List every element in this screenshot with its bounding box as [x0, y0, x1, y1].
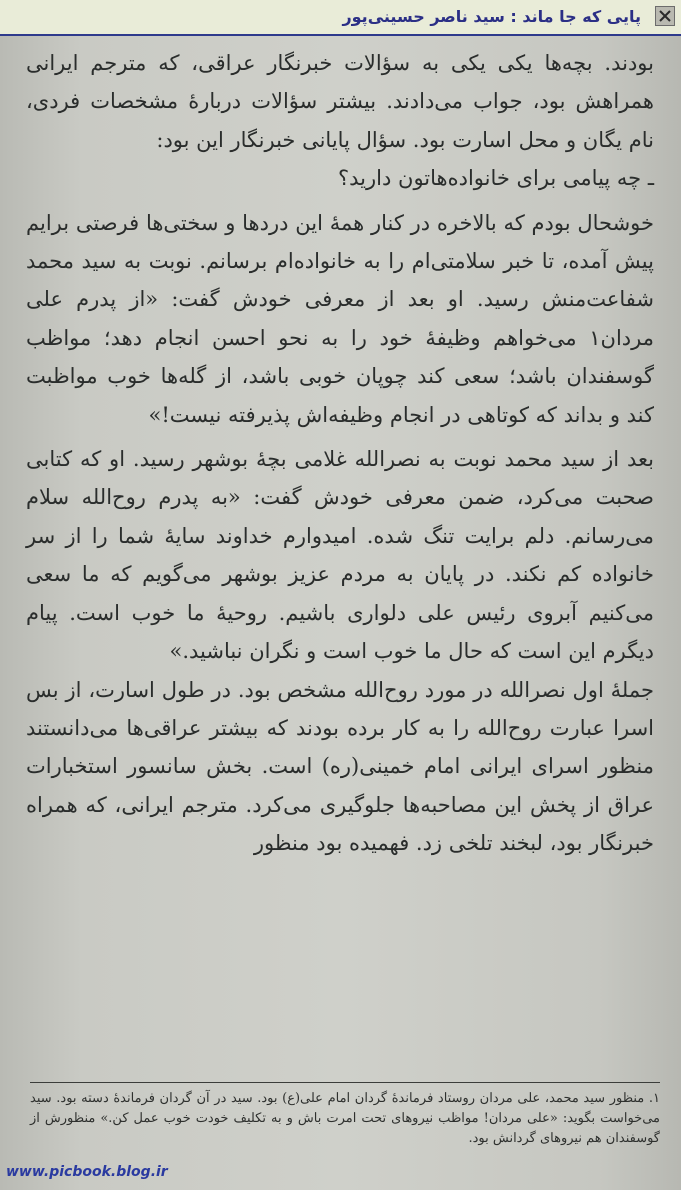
paragraph-3: خوشحال بودم که بالاخره در کنار همهٔ این دردها و سختی‌ها فرصتی برایم پیش آمده، تا خبر سلامتی‌ام را به خانواده‌ام برسانم. نوبت به سید محمد شفاعت‌منش رسید. او بعد از معرفی خودش گفت: «از پدرم علی مردان۱ می‌خواهم وظیفهٔ خود را به نحو احسن انجام دهد؛ مواظب گوسفندان باشد؛ سعی کند چوپان خوبی باشد، از گله‌ها خوب مواظبت کند و بداند که کوتاهی در انجام وظیفه‌اش پذیرفته نیست!»	[26, 210, 654, 427]
title-bar	[0, 0, 681, 36]
paragraph-4: بعد از سید محمد نوبت به نصرالله غلامی بچهٔ بوشهر رسید. او که کتابی صحبت می‌کرد، ضمن معرفی خودش گفت: «به پدرم روح‌الله سلام می‌رسانم. دلم برایت تنگ شده. امیدوارم خداوند سایهٔ شما را از سر خانواده کم نکند. در پایان به مردم عزیز بوشهر می‌گویم که ما سعی می‌کنیم آبروی رئیس علی دلواری باشیم. روحیهٔ ما خوب است. پیام دیگرم این است که حال ما خوب است و نگران نباشید.»	[26, 447, 654, 664]
page-title: پایی که جا ماند : سید ناصر حسینی‌پور	[342, 7, 641, 26]
footnote-divider	[30, 1082, 660, 1083]
paragraph-2-question: ـ چه پیامی برای خانواده‌هاتون دارید؟	[338, 166, 654, 191]
close-icon[interactable]	[655, 6, 675, 26]
paragraph-5: جملهٔ اول نصرالله در مورد روح‌الله مشخص بود. در طول اسارت، از بس اسرا عبارت روح‌الله را به کار برده بودند که بیشتر عراقی‌ها می‌دانستند منظور اسرای ایرانی امام خمینی(ره) است. بخش سانسور استخبارات عراق از پخش این مصاحبه‌ها جلوگیری می‌کرد. مترجم ایرانی، که همراه خبرنگار بود، لبخند تلخی زد. فهمیده بود منظور	[26, 677, 654, 856]
footnote	[30, 1089, 660, 1149]
body-text	[26, 44, 654, 863]
paragraph-1: بودند. بچه‌ها یکی یکی به سؤالات خبرنگار عراقی، که مترجم ایرانی همراهش بود، جواب می‌دادند. بیشتر سؤالات دربارهٔ مشخصات فردی، نام یگان و محل اسارت بود. سؤال پایانی خبرنگار این بود:	[26, 51, 654, 152]
watermark-url: www.picbook.blog.ir	[6, 1164, 168, 1180]
footnote-text: ۱. منظور سید محمد، علی مردان روستاد فرماندهٔ گردان امام علی(ع) بود. سید در آن گردان فرماندهٔ دسته بود. سید می‌خواست بگوید: «علی مردان! مواظب نیروهای تحت امرت باش و به تکلیف خودت خوب عمل کن.» منظورش از گوسفندان هم نیروهای گردانش بود.	[30, 1091, 660, 1146]
